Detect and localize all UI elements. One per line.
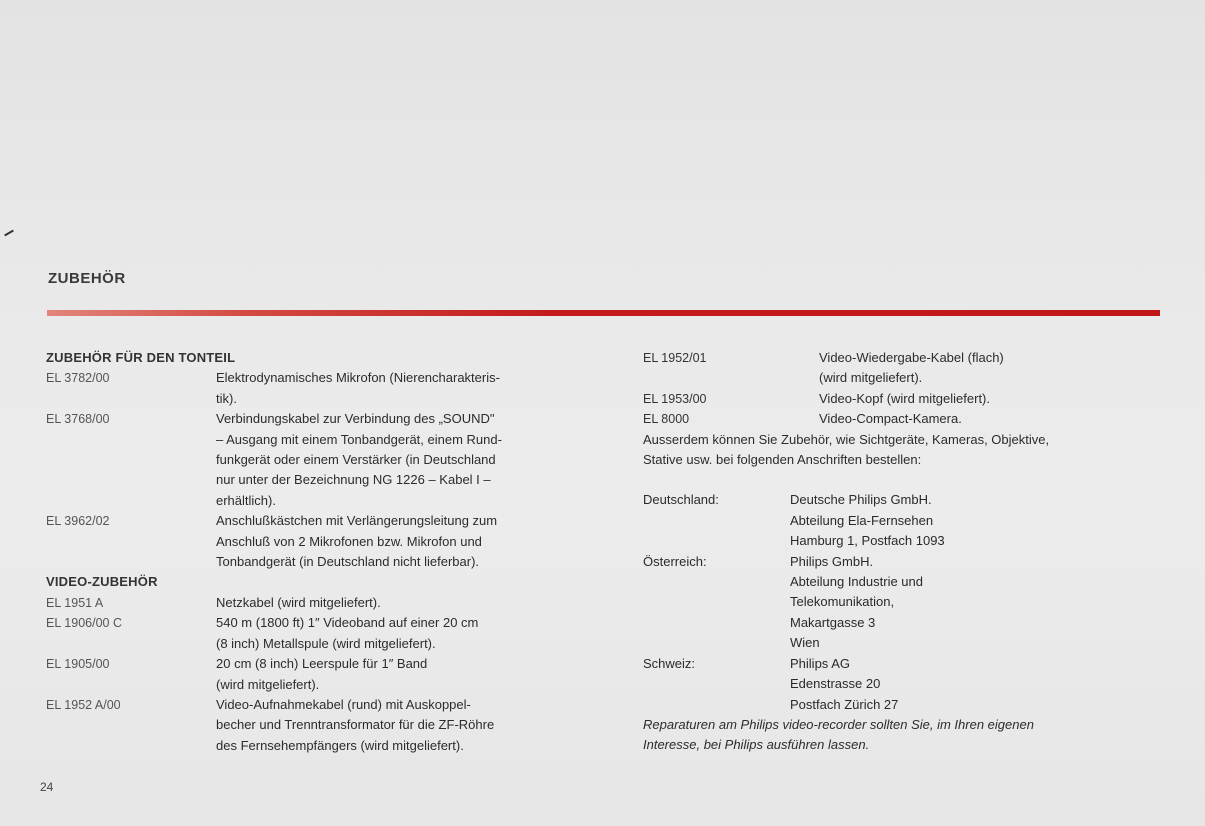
- accessory-row: [46, 409, 566, 511]
- accessory-row: [46, 511, 566, 572]
- address-line: Philips AG: [790, 655, 850, 671]
- item-description: [819, 409, 1168, 429]
- desc-line: Video-Kopf (wird mitgeliefert).: [819, 390, 990, 406]
- item-description: [819, 348, 1168, 389]
- desc-line: (wird mitgeliefert).: [216, 676, 320, 692]
- accessory-row: [46, 654, 566, 695]
- accessory-row: [46, 613, 566, 654]
- accessory-row: [46, 593, 566, 613]
- address-list: [643, 490, 1168, 714]
- desc-line: Tonbandgerät (in Deutschland nicht lieferbar).: [216, 554, 480, 570]
- address-lines: [790, 654, 1168, 715]
- desc-line: 540 m (1800 ft) 1″ Videoband auf einer 20 cm: [216, 615, 479, 631]
- desc-line: tik).: [216, 390, 237, 406]
- desc-line: Netzkabel (wird mitgeliefert).: [216, 594, 381, 610]
- address-line: Edenstrasse 20: [790, 676, 881, 692]
- item-code: EL 1952/01: [643, 351, 707, 365]
- desc-line: des Fernsehempfängers (wird mitgeliefert).: [216, 737, 464, 753]
- item-description: [216, 511, 566, 572]
- desc-line: (wird mitgeliefert).: [819, 370, 923, 386]
- note-line: Reparaturen am Philips video-recorder sollten Sie, im Ihren eigenen: [643, 716, 1034, 732]
- paper-speck: [4, 230, 14, 237]
- item-code: EL 3768/00: [46, 412, 110, 427]
- desc-line: Anschlußkästchen mit Verlängerungsleitung zum: [216, 513, 498, 529]
- desc-line: (8 inch) Metallspule (wird mitgeliefert).: [216, 635, 436, 651]
- item-description: [216, 368, 566, 409]
- desc-line: Anschluß von 2 Mikrofonen bzw. Mikrofon und: [216, 533, 482, 549]
- address-entry-deutschland: [643, 490, 1168, 551]
- desc-line: 20 cm (8 inch) Leerspule für 1″ Band: [216, 656, 428, 672]
- desc-line: nur unter der Bezeichnung NG 1226 – Kabel I –: [216, 472, 491, 488]
- address-line: Postfach Zürich 27: [790, 696, 899, 712]
- desc-line: erhältlich).: [216, 492, 276, 508]
- item-description: [216, 695, 566, 756]
- country-label: Schweiz:: [643, 655, 696, 671]
- address-line: Wien: [790, 635, 820, 651]
- desc-line: Video-Compact-Kamera.: [819, 411, 962, 427]
- accessory-row: [643, 409, 1168, 429]
- item-code: EL 1953/00: [643, 391, 707, 406]
- item-description: [819, 389, 1168, 409]
- address-line: Telekomunikation,: [790, 594, 895, 610]
- desc-line: Video-Wiedergabe-Kabel (flach): [819, 350, 1004, 365]
- section-heading-video: VIDEO-ZUBEHÖR: [46, 574, 158, 590]
- ordering-paragraph: [643, 430, 1168, 471]
- page-number: 24: [40, 780, 54, 794]
- item-code: EL 3782/00: [46, 371, 110, 386]
- item-description: [216, 613, 566, 654]
- address-entry-oesterreich: [643, 552, 1168, 654]
- accessory-row: [643, 389, 1168, 409]
- address-line: Philips GmbH.: [790, 553, 874, 569]
- desc-line: Verbindungskabel zur Verbindung des „SOUND": [216, 411, 495, 427]
- note-line: Interesse, bei Philips ausführen lassen.: [643, 737, 870, 753]
- item-code: EL 1906/00 C: [46, 616, 122, 631]
- item-code: EL 1952 A/00: [46, 697, 121, 712]
- title-divider-rule: [47, 310, 1160, 316]
- accessory-row: [46, 368, 566, 409]
- country-label: Österreich:: [643, 553, 707, 569]
- repair-note: [643, 715, 1168, 756]
- address-entry-schweiz: [643, 654, 1168, 715]
- item-description: [216, 654, 566, 695]
- left-column: [46, 348, 566, 756]
- desc-line: Elektrodynamisches Mikrofon (Nierencharakteris-: [216, 370, 500, 386]
- address-line: Hamburg 1, Postfach 1093: [790, 533, 945, 549]
- address-line: Abteilung Ela-Fernsehen: [790, 512, 934, 528]
- address-line: Abteilung Industrie und: [790, 574, 923, 590]
- item-code: EL 3962/02: [46, 514, 110, 529]
- right-column: [643, 348, 1168, 756]
- accessory-row: [643, 348, 1168, 389]
- desc-line: funkgerät oder einem Verstärker (in Deutschland: [216, 452, 496, 468]
- address-lines: [790, 490, 1168, 551]
- desc-line: Video-Aufnahmekabel (rund) mit Auskoppel-: [216, 696, 471, 712]
- item-code: EL 8000: [643, 412, 690, 427]
- desc-line: becher und Trenntransformator für die ZF-Röhre: [216, 717, 495, 733]
- page-title: ZUBEHÖR: [48, 270, 126, 287]
- para-line: Stative usw. bei folgenden Anschriften bestellen:: [643, 452, 922, 468]
- accessory-row: [46, 695, 566, 756]
- address-line: Deutsche Philips GmbH.: [790, 492, 932, 508]
- address-lines: [790, 552, 1168, 654]
- item-description: [216, 409, 566, 511]
- address-line: Makartgasse 3: [790, 614, 876, 630]
- desc-line: – Ausgang mit einem Tonbandgerät, einem Rund-: [216, 431, 502, 447]
- item-code: EL 1951 A: [46, 595, 104, 610]
- para-line: Ausserdem können Sie Zubehör, wie Sichtgeräte, Kameras, Objektive,: [643, 431, 1050, 447]
- country-label: Deutschland:: [643, 492, 719, 508]
- section-heading-tonteil: ZUBEHÖR FÜR DEN TONTEIL: [46, 350, 236, 365]
- item-description: [216, 593, 566, 613]
- item-code: EL 1905/00: [46, 657, 110, 672]
